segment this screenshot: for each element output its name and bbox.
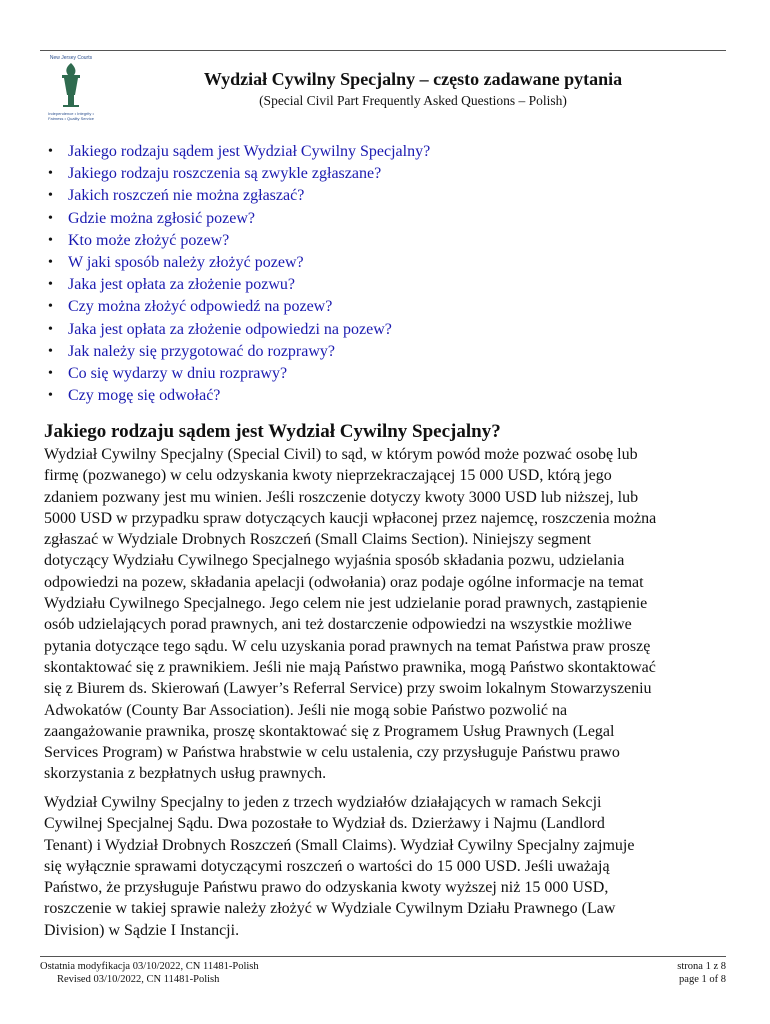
text-line: się wyłącznie sprawami dotyczącymi roszczeń o wartości do 15 000 USD. Jeśli uważają [44, 857, 610, 875]
logo-text: New Jersey Courts [49, 55, 93, 61]
faq-link[interactable]: • Co się wydarzy w dniu rozprawy? [46, 363, 430, 385]
section-paragraph-1 [44, 444, 734, 785]
page-number-english: page 1 of 8 [679, 974, 726, 985]
footer-revision [40, 960, 259, 986]
section-heading: Jakiego rodzaju sądem jest Wydział Cywilny Specjalny? [44, 421, 501, 442]
text-line: odpowiedzi na pozew, składania apelacji (odwołania) oraz podaje ogólne informacje na temat [44, 573, 644, 591]
footer-page-number [677, 960, 726, 986]
faq-link[interactable]: • Jaka jest opłata za złożenie odpowiedzi na pozew? [46, 319, 430, 341]
text-line: zaangażowanie prawnika, proszę skontaktować się z Programem Usług Prawnych (Legal [44, 722, 615, 740]
faq-link-list [46, 141, 430, 407]
court-logo [42, 55, 100, 123]
text-line: Państwo, że przysługuje Państwu prawo do odzyskania kwoty wyższej niż 15 000 USD, [44, 879, 609, 897]
text-line: Wydział Cywilny Specjalny to jeden z trzech wydziałów działających w ramach Sekcji [44, 794, 602, 811]
text-line: Adwokatów (County Bar Association). Jeśli nie mogą sobie Państwo pozwolić na [44, 701, 568, 719]
faq-link[interactable]: • Kto może złożyć pozew? [46, 230, 430, 252]
faq-link[interactable]: • Jakiego rodzaju roszczenia są zwykle zgłaszane? [46, 163, 430, 185]
page-title: Wydział Cywilny Specjalny – często zadawane pytania [203, 69, 623, 89]
faq-link[interactable]: • Jak należy się przygotować do rozprawy? [46, 341, 430, 363]
text-line: Services Program) w Państwa hrabstwie w celu ustalenia, czy przysługuje Państwu prawo [44, 744, 620, 762]
text-line: Division) w Sądzie I Instancji. [44, 921, 240, 939]
logo-tagline: Independence • Integrity • Fairness • Quality Service [48, 111, 94, 121]
faq-link[interactable]: • W jaki sposób należy złożyć pozew? [46, 252, 430, 274]
text-line: firmę (pozwanego) w celu odzyskania kwoty nieprzekraczającej 15 000 USD, którą jego [44, 467, 612, 485]
text-line: osób udzielających porad prawnych, ani też dostarczenie odpowiedzi na wszystkie możliwe [44, 616, 632, 634]
header-rule [40, 50, 726, 51]
text-line: dotyczący Wydziału Cywilnego Specjalnego wyjaśnia sposób składania pozwu, udzielania [44, 552, 625, 570]
faq-link[interactable]: • Gdzie można zgłosić pozew? [46, 208, 430, 230]
text-line: roszczenie w takiej sprawie należy złożyć w Wydziale Cywilnym Działu Prawnego (Law [44, 900, 616, 918]
faq-link[interactable]: • Jaka jest opłata za złożenie pozwu? [46, 274, 430, 296]
text-line: Tenant) i Wydział Drobnych Roszczeń (Small Claims). Wydział Cywilny Specjalny zajmuje [44, 836, 635, 854]
page-number-polish: strona 1 z 8 [677, 961, 726, 972]
text-line: się z Biurem ds. Skierowań (Lawyer’s Referral Service) przy swoim lokalnym Stowarzyszeniu [44, 680, 652, 698]
faq-link[interactable]: • Jakiego rodzaju sądem jest Wydział Cywilny Specjalny? [46, 141, 430, 163]
text-line: 5000 USD w przypadku spraw dotyczących kaucji wpłaconej przez najemcę, roszczenia można [44, 509, 657, 527]
footer-revision-polish: Ostatnia modyfikacja 03/10/2022, CN 11481-Polish [40, 961, 259, 972]
faq-link[interactable]: • Jakich roszczeń nie można zgłaszać? [46, 185, 430, 207]
text-line: skontaktować się z prawnikiem. Jeśli nie mają Państwo prawnika, mogą Państwo skontaktować [44, 658, 656, 676]
text-line: zdaniem pozwany jest mu winien. Jeśli roszczenie dotyczy kwoty 3000 USD lub niższej, lub [44, 488, 639, 506]
text-line: Wydziału Cywilnego Specjalnego. Jego celem nie jest udzielanie porad prawnych, zastąpienie [44, 595, 648, 613]
faq-link[interactable]: • Czy mogę się odwołać? [46, 385, 430, 407]
page-subtitle: (Special Civil Part Frequently Asked Questions – Polish) [259, 93, 567, 108]
text-line: Cywilnej Specjalnej Sądu. Dwa pozostałe to Wydział ds. Dzierżawy i Najmu (Landlord [44, 815, 605, 833]
footer-rule [40, 956, 726, 957]
section-paragraph-2 [44, 792, 734, 941]
text-line: zgłaszać w Wydziale Drobnych Roszczeń (Small Claims Section). Niniejszy segment [44, 531, 592, 549]
text-line: skorzystania z bezpłatnych usług prawnych. [44, 765, 327, 783]
text-line: Wydział Cywilny Specjalny (Special Civil) to sąd, w którym powód może pozwać osobę lub [44, 446, 638, 463]
text-line: pytania dotyczące tego sądu. W celu uzyskania porad prawnych na temat Państwa praw proszę [44, 637, 651, 655]
footer-revision-english: Revised 03/10/2022, CN 11481-Polish [57, 974, 220, 985]
faq-link[interactable]: • Czy można złożyć odpowiedź na pozew? [46, 296, 430, 318]
